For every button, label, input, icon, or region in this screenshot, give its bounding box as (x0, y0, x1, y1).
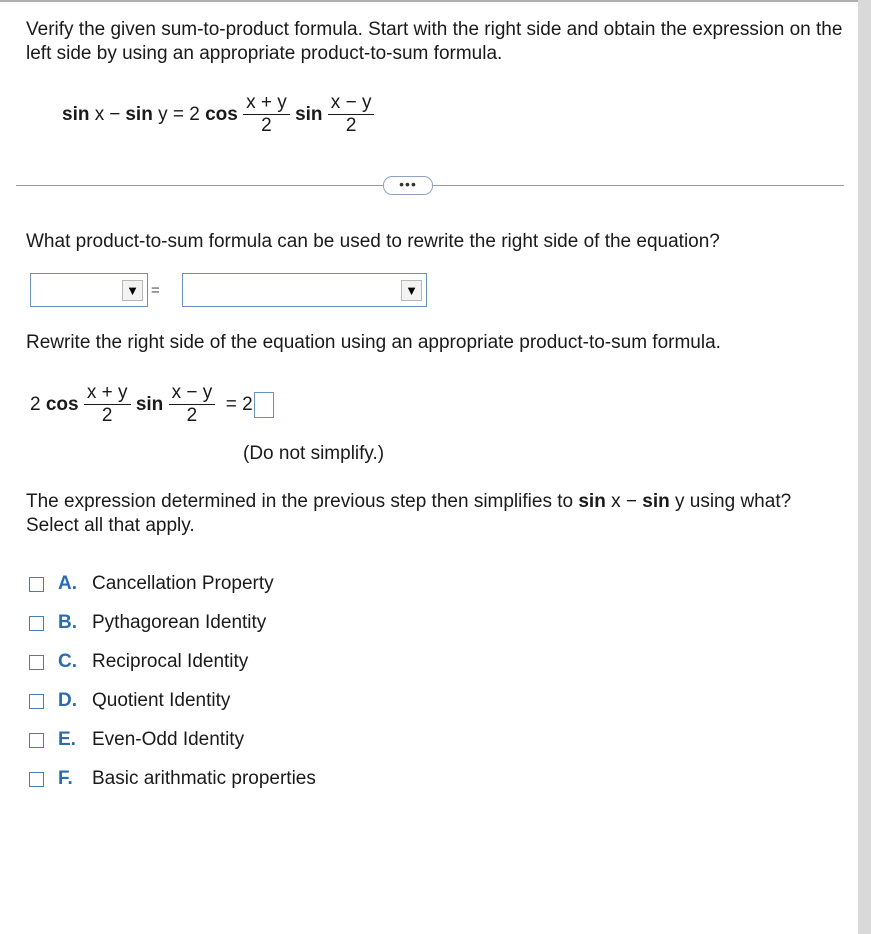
right-formula-dropdown[interactable] (182, 273, 427, 307)
checkbox[interactable] (29, 772, 44, 787)
fraction-denominator: 2 (345, 115, 357, 136)
dropdown-arrow-icon: ▼ (122, 280, 143, 301)
option-label: Pythagorean Identity (92, 612, 267, 633)
checkbox[interactable] (29, 655, 44, 670)
option-letter: D. (58, 690, 77, 711)
sin-label: sin (135, 393, 164, 415)
sin-label: sin (125, 103, 153, 125)
option-letter: F. (58, 768, 73, 789)
option-label: Even-Odd Identity (92, 729, 245, 750)
fraction-sum (243, 92, 290, 137)
hint-text: (Do not simplify.) (243, 443, 385, 464)
fraction-sum (84, 382, 131, 427)
sin-label: sin (642, 491, 670, 512)
cos-label: cos (45, 393, 79, 415)
option-label: Cancellation Property (92, 573, 274, 594)
show-more-button[interactable]: ••• (383, 176, 433, 195)
intro-text: Verify the given sum-to-product formula. Start with the right side and obtain the expression on the left side by using an appropriate product-to-sum formula. (26, 19, 843, 64)
fraction-denominator: 2 (101, 405, 113, 426)
minus-sign: − (109, 103, 121, 125)
answer-input[interactable] (254, 392, 274, 418)
question-3-mid: x − (605, 491, 643, 512)
equals-coefficient: = 2 (225, 393, 253, 415)
fraction-numerator: x + y (243, 92, 290, 115)
option-a[interactable] (29, 573, 274, 595)
equals-coefficient: = 2 (172, 103, 200, 125)
option-e[interactable] (29, 729, 244, 751)
equals-sign: = (151, 282, 160, 299)
coefficient: 2 (30, 393, 41, 415)
checkbox[interactable] (29, 577, 44, 592)
top-border (0, 0, 871, 2)
dropdown-arrow-icon: ▼ (401, 280, 422, 301)
sin-label: sin (295, 103, 323, 125)
option-label: Quotient Identity (92, 690, 231, 711)
option-b[interactable] (29, 612, 266, 634)
given-formula (62, 92, 374, 137)
fraction-denominator: 2 (261, 115, 272, 136)
option-letter: A. (58, 573, 77, 594)
var-y: y (158, 103, 168, 125)
fraction-numerator: x + y (84, 382, 131, 405)
checkbox[interactable] (29, 733, 44, 748)
question-2: Rewrite the right side of the equation using an appropriate product-to-sum formula. (26, 332, 721, 353)
option-label: Basic arithmatic properties (92, 768, 316, 789)
fraction-numerator: x − y (169, 382, 216, 405)
var-x: x (94, 103, 105, 125)
scrollbar[interactable] (858, 0, 871, 934)
question-3-suffix: y using what? Select all that apply. (26, 491, 792, 536)
option-label: Reciprocal Identity (92, 651, 249, 672)
question-3-prefix: The expression determined in the previous step then simplifies to (26, 491, 579, 512)
option-f[interactable] (29, 768, 316, 790)
option-letter: E. (58, 729, 76, 750)
fraction-denominator: 2 (186, 405, 198, 426)
rewrite-step (30, 382, 274, 427)
sin-label: sin (62, 103, 90, 125)
fraction-difference (169, 382, 216, 427)
fraction-difference (328, 92, 375, 137)
checkbox[interactable] (29, 616, 44, 631)
checkbox[interactable] (29, 694, 44, 709)
question-3 (26, 490, 836, 538)
option-letter: B. (58, 612, 77, 633)
left-formula-dropdown[interactable] (30, 273, 148, 307)
question-1: What product-to-sum formula can be used to rewrite the right side of the equation? (26, 231, 720, 252)
fraction-numerator: x − y (328, 92, 375, 115)
cos-label: cos (205, 103, 238, 125)
sin-label: sin (578, 491, 606, 512)
option-letter: C. (58, 651, 77, 672)
option-d[interactable] (29, 690, 230, 712)
option-c[interactable] (29, 651, 248, 673)
